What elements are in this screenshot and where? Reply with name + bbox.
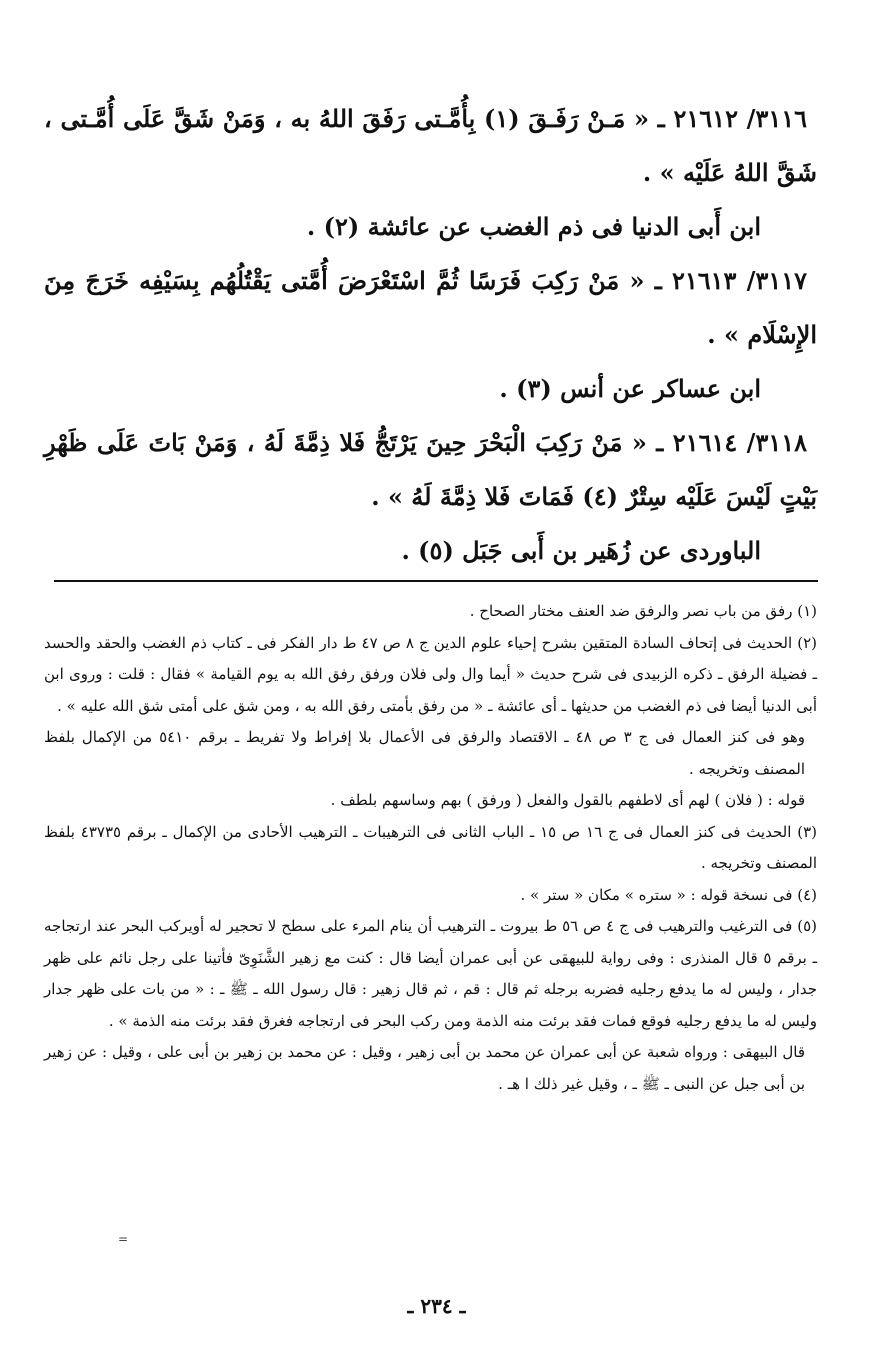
footnote-2-gloss: قوله : ( فلان ) لهم أى لاطفهم بالقول والفعل ( ورفق ) بهم وساسهم بلطف . — [330, 791, 805, 809]
source-3118: الباوردى عن زُهَير بن أَبى جَبَل (٥) . — [401, 536, 761, 565]
page-number: ـ ٢٣٤ ـ — [407, 1294, 466, 1318]
footnotes — [44, 596, 817, 1100]
source-3116: ابن أَبى الدنيا فى ذم الغضب عن عائشة (٢) . — [306, 212, 761, 241]
source-3117: ابن عساكر عن أنس (٣) . — [499, 374, 761, 403]
footnote-2: (٢) الحديث فى إتحاف السادة المتقين بشرح إحياء علوم الدين ج ٨ ص ٤٧ ط دار الفكر فى ـ كتاب ذم الغضب والحقد والحسد ـ فضيلة الرفق ـ ذكره الزبيدى فى شرح حديث « أيما وال ولى فلان ورفق رفق الله به يوم القيامة » فقال : قلت : وروى ابن أبى الدنيا أيضا فى ذم الغضب من حديثها ـ أى عائشة ـ « من رفق بأمتى رفق الله به ، ومن شق على أمتى شق الله عليه » . — [44, 633, 817, 715]
footnote-1: (١) رفق من باب نصر والرفق ضد العنف مختار الصحاح . — [469, 602, 817, 620]
margin-mark: = — [118, 1232, 129, 1246]
footnote-3: (٣) الحديث فى كنز العمال فى ج ١٦ ص ١٥ ـ الباب الثانى فى الترهيبات ـ الترهيب الأحادى من الإكمال ـ برقم ٤٣٧٣٥ بلفظ المصنف وتخريجه . — [44, 822, 817, 872]
hadith-3116: ٣١١٦/ ٢١٦١٢ ـ « مَـنْ رَفَـقَ (١) بِأُمَّـتى رَفَقَ اللهُ به ، وَمَنْ شَقَّ عَلَى أُمَّـتى ، شَقَّ اللهُ عَلَيْه » . — [44, 104, 817, 187]
footnote-5: (٥) فى الترغيب والترهيب فى ج ٤ ص ٥٦ ط بيروت ـ الترهيب أن ينام المرء على سطح لا تحجير له أويركب البحر عند ارتجاجه ـ برقم ٥ قال المنذرى : وفى رواية للبيهقى عن أبى عمران أيضا قال : كنت مع زهير الشَّنَوِىّ فأتينا على رجل نائم على ظهر جدار ، وليس له ما يدفع رجليه فضربه برجله ثم قال : قم ، ثم قال زهير : قال رسول الله ـ ﷺ ـ : « من بات على ظهر جدار وليس له ما يدفع رجليه فوقع فمات فقد برئت منه الذمة ومن ركب البحر فى ارتجاجه فغرق فقد برئت منه الذمة » . — [44, 917, 817, 1030]
footnote-5-cont: قال البيهقى : ورواه شعبة عن أبى عمران عن محمد بن أبى زهير ، وقيل : عن محمد بن زهير بن أبى على ، وقيل : عن زهير بن أبى جبل عن النبى ـ ﷺ ـ ، وقيل غير ذلك ا هـ . — [44, 1043, 805, 1093]
footnote-divider — [54, 580, 818, 582]
footnote-4: (٤) فى نسخة قوله : « ستره » مكان « ستر » . — [520, 885, 817, 904]
main-text — [44, 92, 817, 578]
hadith-3118: ٣١١٨/ ٢١٦١٤ ـ « مَنْ رَكِبَ الْبَحْرَ حِينَ يَرْتَجُّ فَلا ذِمَّةَ لَهُ ، وَمَنْ بَاتَ عَلَى ظَهْرِ بَيْتٍ لَيْسَ عَلَيْه سِتْرٌ (٤) فَمَاتَ فَلا ذِمَّةَ لَهُ » . — [44, 428, 817, 511]
footnote-2-cont: وهو فى كنز العمال فى ج ٣ ص ٤٨ ـ الاقتصاد والرفق فى الأعمال بلا إفراط ولا تفريط ـ برقم ٥٤١٠ من الإكمال بلفظ المصنف وتخريجه . — [44, 728, 806, 778]
hadith-3117: ٣١١٧/ ٢١٦١٣ ـ « مَنْ رَكِبَ فَرَسًا ثُمَّ اسْتَعْرَضَ أُمَّتى يَقْتُلُهُم بِسَيْفِه خَرَجَ مِنَ الإِسْلَام » . — [44, 266, 817, 349]
